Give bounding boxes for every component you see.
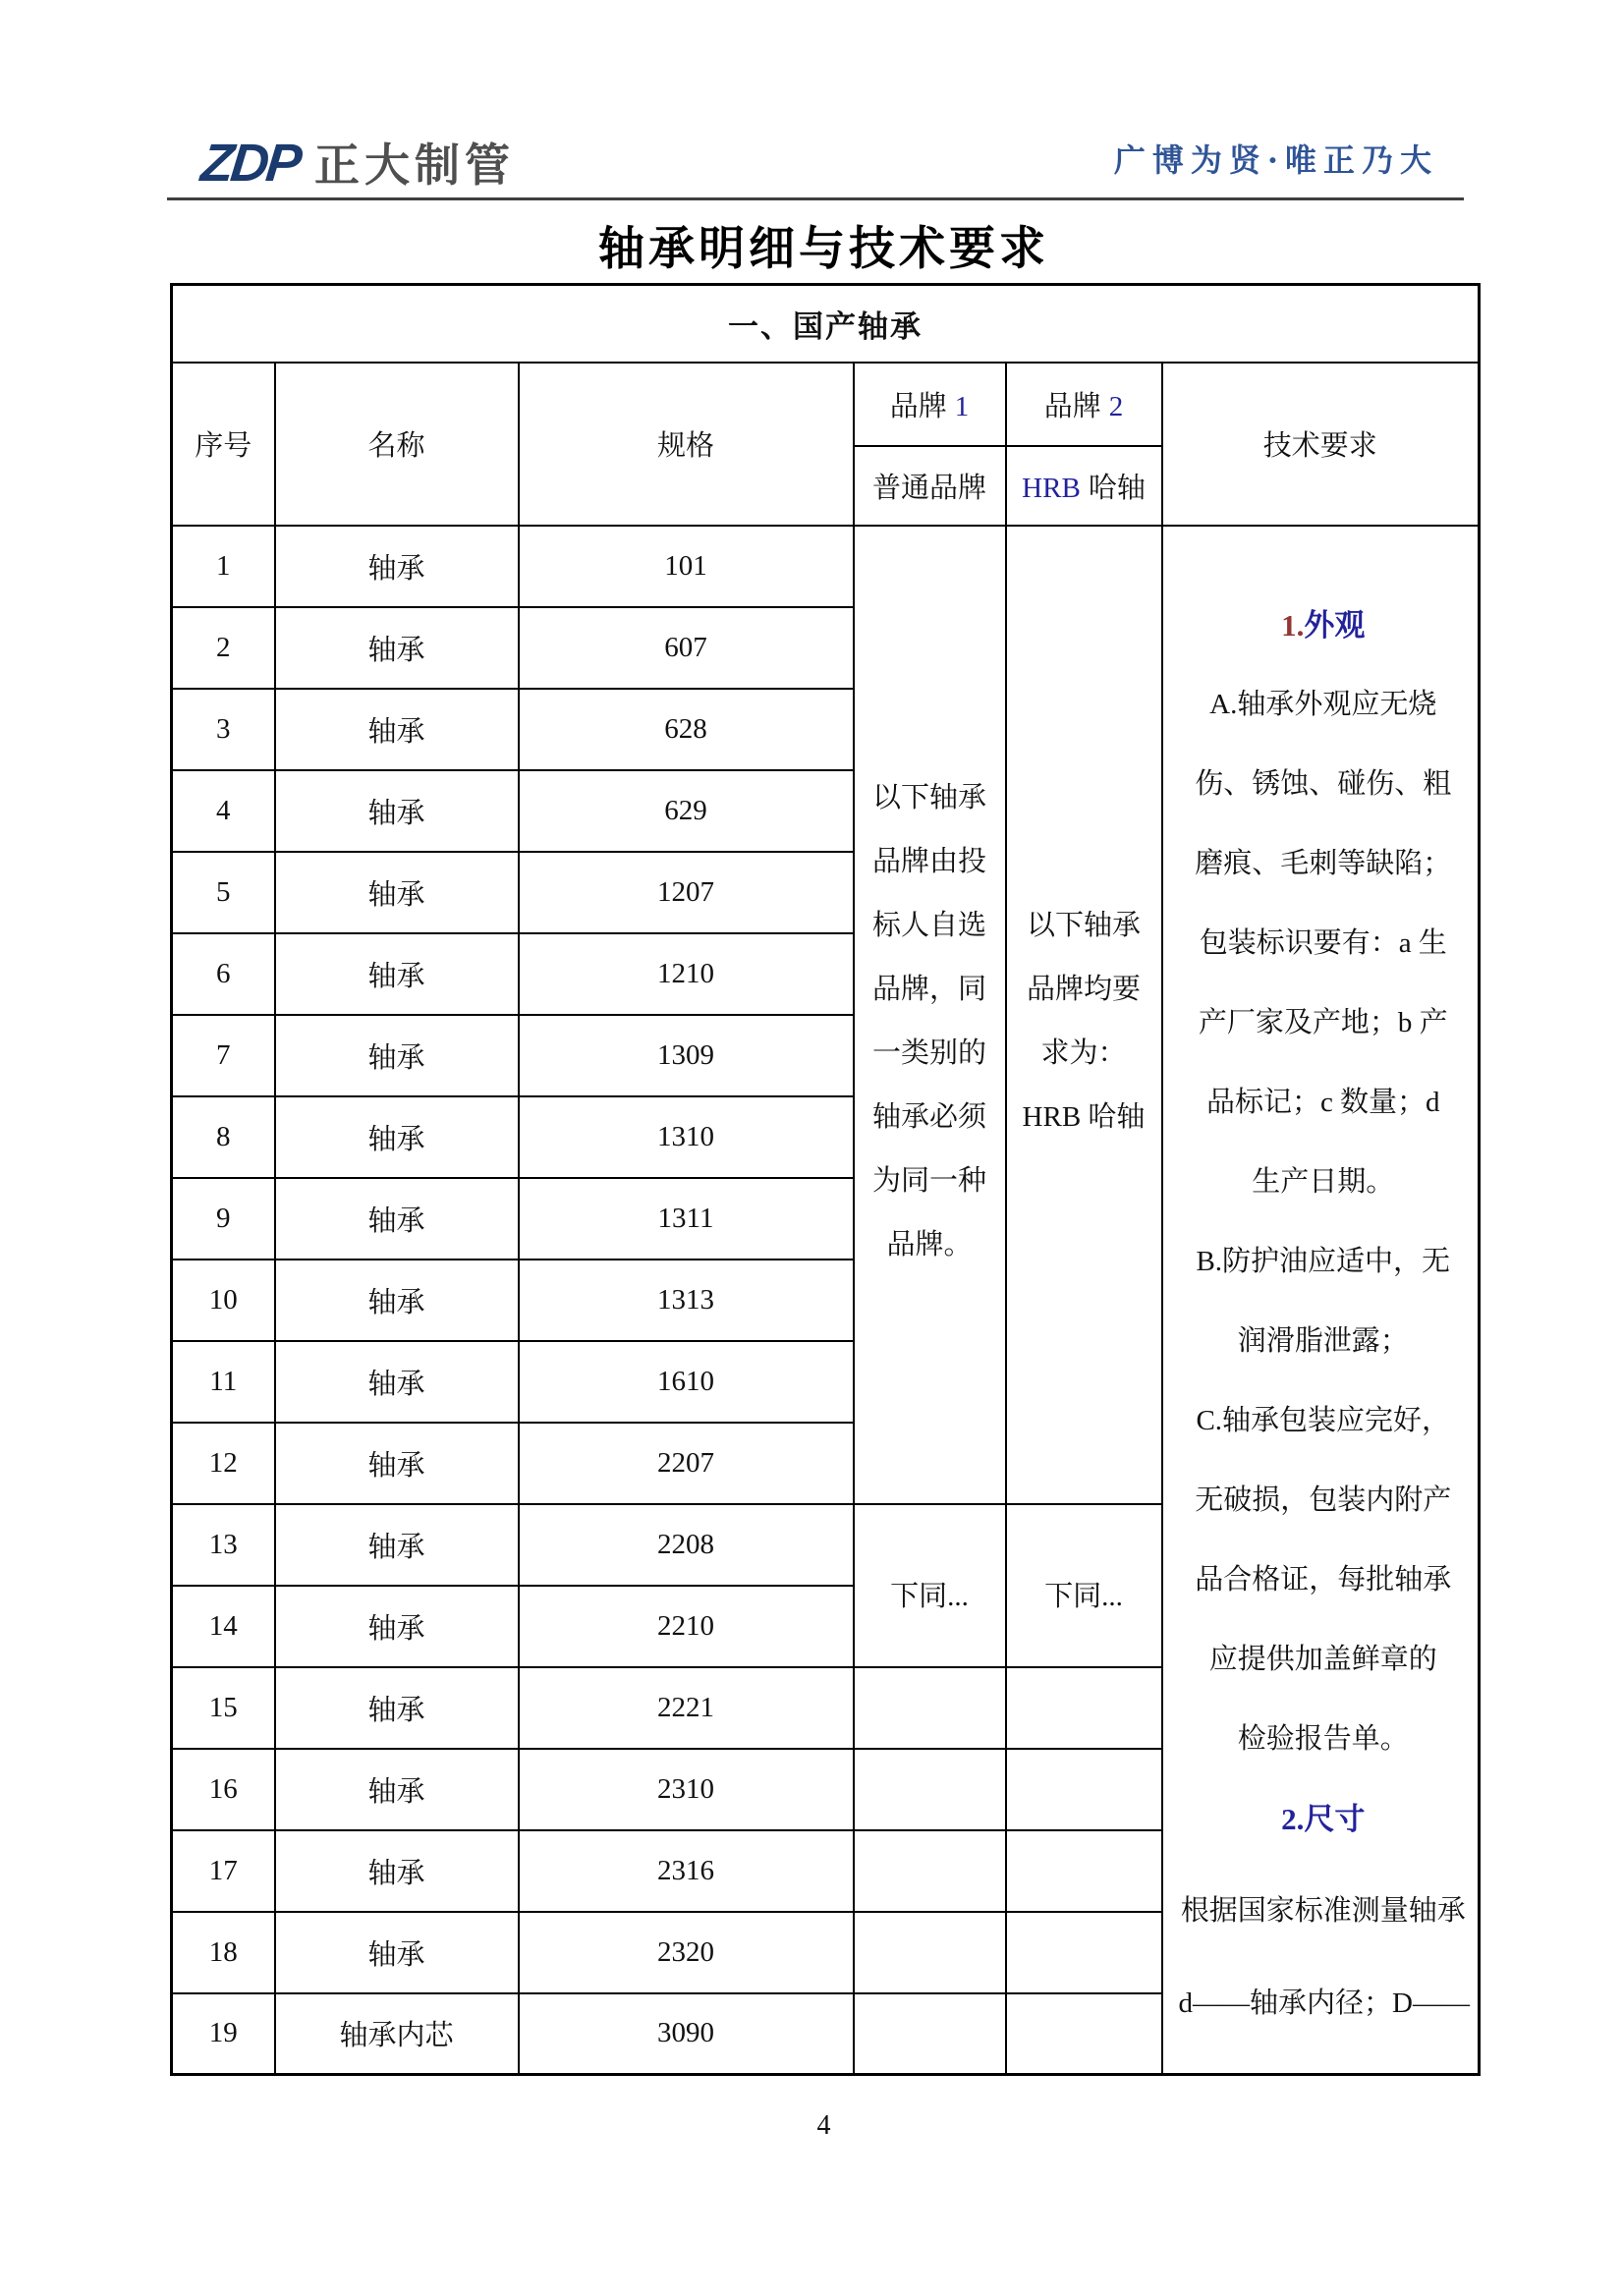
empty-brand1-cell [854,1912,1006,1993]
col-subheader-brand1: 普通品牌 [854,446,1006,526]
bearing-table-wrap [170,283,1481,2076]
page-number: 4 [816,2110,831,2141]
empty-brand1-cell [854,1749,1006,1830]
brand1-label: 品牌 [889,390,947,422]
tech-heading-part: 2. [1281,1801,1305,1836]
tech-heading-part: 1. [1281,607,1305,643]
brand2-note-line: HRB 哈轴 [1022,1100,1146,1133]
empty-brand2-cell [1006,1912,1162,1993]
empty-brand2-cell [1006,1830,1162,1912]
spec-cell: 1309 [519,1015,854,1096]
empty-brand1-cell [854,1667,1006,1749]
brand1-note-line: 标人自选 [871,909,986,941]
brand2-note-line: 品牌均要 [1026,973,1141,1005]
name-cell: 轴承 [275,1341,519,1423]
seq-cell: 19 [172,1993,275,2075]
seq-cell: 8 [172,1096,275,1178]
spec-cell: 101 [519,526,854,607]
seq-cell: 10 [172,1260,275,1341]
tech-line: 润滑脂泄露； [1237,1324,1409,1357]
tech-requirements-cell [1162,526,1480,2075]
spec-cell: 1210 [519,933,854,1015]
spec-cell: 1610 [519,1341,854,1423]
seq-cell: 12 [172,1423,275,1504]
spec-cell: 629 [519,770,854,852]
brand2-number: 2 [1108,390,1124,422]
logo-company-name: 正大制管 [314,140,515,191]
brand2-label: 品牌 [1043,390,1101,422]
ditto-brand1-cell: 下同... [854,1504,1006,1667]
tech-line: 伤、锈蚀、碰伤、粗 [1195,767,1452,800]
ditto-brand2-cell: 下同... [1006,1504,1162,1667]
empty-brand2-cell [1006,1749,1162,1830]
col-header-brand1 [854,363,1006,446]
tech-line: 根据国家标准测量轴承 [1180,1894,1466,1927]
spec-cell: 607 [519,607,854,689]
empty-brand2-cell [1006,1993,1162,2075]
tech-line: 检验报告单。 [1237,1722,1409,1755]
header-row-top [172,363,1480,446]
tech-line: 品标记；c 数量；d [1205,1086,1440,1118]
brand2-note-line: 以下轴承 [1026,909,1141,941]
empty-brand2-cell [1006,1667,1162,1749]
section-header: 一、国产轴承 [172,285,1480,363]
name-cell: 轴承 [275,1667,519,1749]
brand1-note-line: 品牌，同 [871,973,986,1005]
table-row [172,526,1480,607]
tech-line: 无破损，包装内附产 [1195,1484,1452,1516]
name-cell: 轴承 [275,526,519,607]
page-title: 轴承明细与技术要求 [598,224,1049,275]
tech-line: B.防护油应适中，无 [1196,1245,1451,1277]
seq-cell: 5 [172,852,275,933]
name-cell: 轴承 [275,770,519,852]
name-cell: 轴承内芯 [275,1993,519,2075]
seq-cell: 4 [172,770,275,852]
spec-cell: 2210 [519,1586,854,1667]
tech-line: 品合格证，每批轴承 [1195,1563,1452,1596]
tech-line: C.轴承包装应完好， [1196,1404,1451,1436]
empty-brand1-cell [854,1830,1006,1912]
seq-cell: 1 [172,526,275,607]
col-subheader-brand2 [1006,446,1162,526]
col-header-spec: 规格 [519,363,854,526]
name-cell: 轴承 [275,1015,519,1096]
tech-heading-part: 尺寸 [1304,1801,1366,1836]
tech-heading [1179,586,1469,665]
seq-cell: 13 [172,1504,275,1586]
brand2-note-line: 求为： [1040,1036,1127,1069]
brand1-note-line: 轴承必须 [871,1100,986,1133]
name-cell: 轴承 [275,1504,519,1586]
spec-cell: 1311 [519,1178,854,1260]
name-cell: 轴承 [275,1423,519,1504]
bearing-table [170,283,1481,2076]
name-cell: 轴承 [275,1912,519,1993]
seq-cell: 18 [172,1912,275,1993]
brand1-note-line: 以下轴承 [871,781,986,813]
tech-heading-part: 外观 [1304,607,1366,643]
name-cell: 轴承 [275,1260,519,1341]
company-logo [197,130,515,195]
seq-cell: 17 [172,1830,275,1912]
brand1-note-line: 一类别的 [871,1036,986,1069]
spec-cell: 2207 [519,1423,854,1504]
col-header-name: 名称 [275,363,519,526]
name-cell: 轴承 [275,933,519,1015]
name-cell: 轴承 [275,689,519,770]
table-body [172,285,1480,2075]
col-header-brand2 [1006,363,1162,446]
brand1-note-cell [854,526,1006,1504]
hrb-prefix: HRB [1022,472,1081,504]
seq-cell: 9 [172,1178,275,1260]
spec-cell: 1310 [519,1096,854,1178]
seq-cell: 15 [172,1667,275,1749]
tech-line: 产厂家及产地；b 产 [1198,1006,1448,1038]
seq-cell: 14 [172,1586,275,1667]
spec-cell: 2208 [519,1504,854,1586]
spec-cell: 2316 [519,1830,854,1912]
spec-cell: 2221 [519,1667,854,1749]
seq-cell: 7 [172,1015,275,1096]
tech-line: A.轴承外观应无烧 [1209,688,1437,720]
name-cell: 轴承 [275,1586,519,1667]
tech-line: 包装标识要有：a 生 [1199,926,1447,959]
spec-cell: 2320 [519,1912,854,1993]
company-slogan: 广博为贤·唯正乃大 [1113,141,1438,179]
spec-cell: 3090 [519,1993,854,2075]
hrb-rest: 哈轴 [1088,472,1146,504]
tech-line: 生产日期。 [1252,1165,1395,1198]
seq-cell: 11 [172,1341,275,1423]
brand1-note-line: 为同一种 [871,1164,986,1197]
header-divider [167,197,1464,200]
spec-cell: 1207 [519,852,854,933]
empty-brand1-cell [854,1993,1006,2075]
name-cell: 轴承 [275,1178,519,1260]
spec-cell: 1313 [519,1260,854,1341]
col-header-tech: 技术要求 [1162,363,1480,526]
seq-cell: 6 [172,933,275,1015]
name-cell: 轴承 [275,1096,519,1178]
name-cell: 轴承 [275,607,519,689]
section-header-row [172,285,1480,363]
logo-zdp-mark: ZDP [197,134,303,193]
col-header-seq: 序号 [172,363,275,526]
tech-line: 应提供加盖鲜章的 [1208,1643,1437,1675]
brand1-note-line: 品牌。 [886,1228,973,1260]
name-cell: 轴承 [275,852,519,933]
seq-cell: 16 [172,1749,275,1830]
brand1-number: 1 [954,390,970,422]
tech-heading [1179,1779,1469,1859]
name-cell: 轴承 [275,1749,519,1830]
seq-cell: 3 [172,689,275,770]
tech-line: 磨痕、毛刺等缺陷； [1195,847,1452,879]
brand1-note-line: 品牌由投 [871,845,986,877]
spec-cell: 628 [519,689,854,770]
tech-line: d——轴承内径；D—— [1178,1987,1470,2019]
name-cell: 轴承 [275,1830,519,1912]
spec-cell: 2310 [519,1749,854,1830]
seq-cell: 2 [172,607,275,689]
brand2-note-cell [1006,526,1162,1504]
